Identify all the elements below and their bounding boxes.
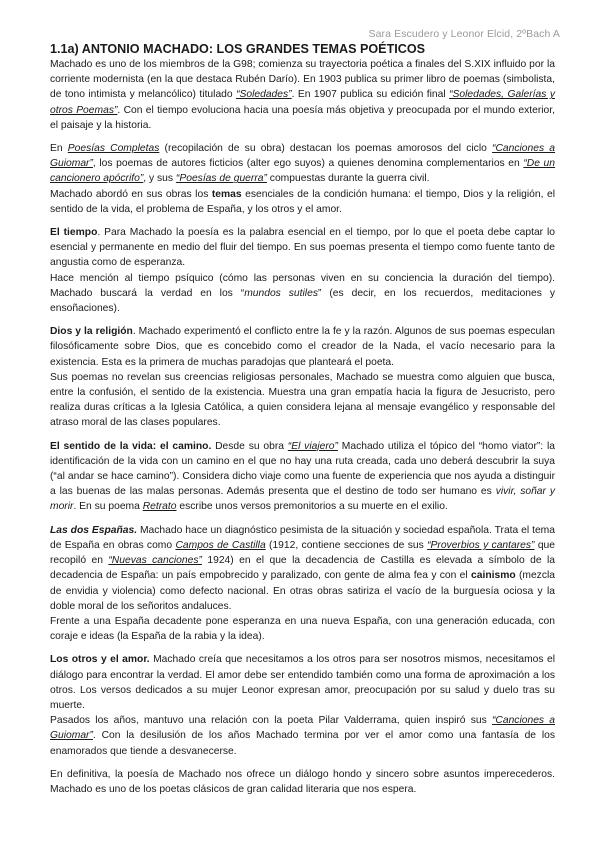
keyword-temas: temas xyxy=(211,188,242,200)
text-run: . Con el tiempo evoluciona hacia una poesía más objetiva y preocupada por el mundo exterior, el paisaje y la historia. xyxy=(50,104,555,131)
themes-paragraph xyxy=(50,187,555,217)
section-heading-espanas: Las dos Españas. xyxy=(50,524,138,536)
text-run: 1924) en el que la decadencia de Castilla es elevada a símbolo de la decadencia de España: un país empobrecido y paralizado, con gente de alma fea y con el xyxy=(50,555,556,582)
document-title: 1.1a) ANTONIO MACHADO: LOS GRANDES TEMAS POÉTICOS xyxy=(50,42,426,56)
text-run: . Para Machado la poesía es la palabra esencial en el tiempo, por lo que el poeta debe captar lo esencial y permanente en medio del fluir del tiempo. En sus poemas presenta el tiempo como fuente tanto de angustia como de esperanza. xyxy=(50,227,556,269)
text-run: , los poemas de autores ficticios (alter ego suyos) a quienes denomina complementarios en xyxy=(92,158,524,170)
keyword-cainismo: cainismo xyxy=(471,570,516,582)
phrase-vivir-sonar-morir: vivir, soñar y morir xyxy=(50,486,555,513)
life-path-paragraph xyxy=(50,439,555,515)
text-run: , y sus xyxy=(143,173,176,185)
document-body xyxy=(50,42,555,797)
section-heading-religion: Dios y la religión xyxy=(50,326,133,338)
work-title-proverbios: “Proverbios y cantares” xyxy=(427,539,535,551)
section-heading-tiempo: El tiempo xyxy=(50,227,98,239)
work-title-nuevas-canciones: “Nuevas canciones” xyxy=(108,555,202,567)
work-title-cancionero-apocrifo: “De un cancionero apócrifo” xyxy=(50,158,556,185)
text-run: compuestas durante la guerra civil. xyxy=(266,173,430,185)
text-run: Machado creía que necesitamos a los otros para ser nosotros mismos, necesitamos el diálogo para encontrar la verdad. El amor debe ser entendido también como una forma de aproximación a los otros. Los versos dedicados a su mujer Leonor expresan amor, preocupación por su salud y duelo tras su muerte. xyxy=(50,654,555,711)
text-run: . En su poema xyxy=(73,501,143,513)
work-title-poesias-completas: Poesías Completas xyxy=(67,143,160,155)
section-heading-camino: El sentido de la vida: el camino. xyxy=(50,440,212,452)
text-run: ” (es decir, en los recuerdos, meditaciones y ensoñaciones). xyxy=(50,287,555,315)
text-run: (recopilación de su obra) destacan los poemas amorosos del ciclo xyxy=(159,143,493,155)
work-title-canciones-guiomar-2: “Canciones a Guiomar” xyxy=(50,715,556,742)
spain-paragraph-2: Frente a una España decadente pone esperanza en una nueva España, con una generación educada, con coraje e ideas (la España de la rabia y la idea). xyxy=(50,615,555,643)
text-run: Hace mención al tiempo psíquico (cómo las personas viven en su conciencia la duración del tiempo). Machado buscará la verdad en los “ xyxy=(50,272,555,299)
work-title-soledades-galerias: “Soledades, Galerías y otros Poemas” xyxy=(50,89,555,116)
text-run: Machado abordó en sus obras los xyxy=(50,188,212,200)
text-run: Machado utiliza el tópico del “homo viator”: la identificación de la vida con un camino en el que no hay una ruta creada, cada uno deberá descubrir la suya (“al andar se hace camino”). Considera dicho viaje como una fuente de experiencia que nos ayuda a distinguir a las buenas de las malas personas. Además presenta que el destino de todo ser humano es xyxy=(50,440,555,498)
text-run: . Con la desilusión de los años Machado termina por ver el amor como una fantasía de los enamorados que tiende a desvanecerse. xyxy=(50,730,555,757)
work-title-retrato: Retrato xyxy=(142,501,177,513)
work-title-el-viajero: “El viajero” xyxy=(287,440,338,452)
conclusion-paragraph: En definitiva, la poesía de Machado nos ofrece un diálogo hondo y sincero sobre asuntos imperecederos. Machado es uno de los poetas clásicos de gran calidad literaria que nos espera. xyxy=(50,768,555,795)
time-paragraph xyxy=(50,225,555,271)
text-run: . En 1907 publica su edición final xyxy=(291,89,450,101)
work-title-poesias-guerra: “Poesías de guerra” xyxy=(175,173,267,185)
intro-paragraph xyxy=(50,57,555,133)
text-run: esenciales de la condición humana: el tiempo, Dios y la religión, el sentido de la vida, el problema de España, y los otros y el amor. xyxy=(50,188,555,215)
religion-paragraph-2: Sus poemas no revelan sus creencias religiosas personales, Machado se muestra como alguien que busca, entre la confusión, el sentido de la existencia. Muestra una gran empatía hacia la figura de Jesucristo, pero realiza duras críticas a la Iglesia Católica, a quien considera lejana al mensaje evangélico y responsable del atraso moral de las clases populares. xyxy=(50,371,555,429)
text-run: escribe unos versos premonitorios a su muerte en el exilio. xyxy=(176,501,448,513)
love-paragraph xyxy=(50,652,555,713)
works-paragraph xyxy=(50,141,555,187)
work-title-campos-castilla: Campos de Castilla xyxy=(175,539,266,551)
religion-paragraph xyxy=(50,324,555,370)
text-run: Desde su obra xyxy=(211,440,288,452)
phrase-mundos-sutiles: mundos sutiles xyxy=(244,287,318,299)
text-run: (mezcla de envidia y violencia) como defecto nacional. En otras obras satiriza el vacío de la burguesía ociosa y la doble moral de los señoritos andaluces. xyxy=(50,570,555,612)
text-run: En xyxy=(50,143,68,155)
text-run: Machado es uno de los miembros de la G98; comienza su trayectoria poética a finales del S.XIX influido por la corriente modernista (en la que destaca Rubén Darío). En 1903 publica su primer libro de poemas (simbolista, de tono intimista y melancólico) titulado xyxy=(50,59,555,101)
time-paragraph-2 xyxy=(50,271,555,317)
text-run: . Machado experimentó el conflicto entre la fe y la razón. Algunos de sus poemas especulan filosóficamente sobre Dios, que es concebido como el creador de la Nada, el vacío necesario para la existencia. Esta es la primera de muchas paradojas que planteará el poeta. xyxy=(50,326,555,368)
work-title-canciones-guiomar: “Canciones a Guiomar” xyxy=(50,143,555,170)
text-run: Machado hace un diagnóstico pesimista de la situación y sociedad española. Trata el tema de España en obras como xyxy=(50,524,555,551)
text-run: Pasados los años, mantuvo una relación con la poeta Pilar Valderrama, quien inspiró sus xyxy=(50,715,492,727)
work-title-soledades: “Soledades” xyxy=(236,89,292,101)
text-run: que recopiló en xyxy=(50,539,555,567)
spain-paragraph xyxy=(50,523,555,614)
page-header: Sara Escudero y Leonor Elcid, 2ºBach A xyxy=(368,28,560,40)
section-heading-otros-amor: Los otros y el amor. xyxy=(50,654,150,666)
text-run: (1912, contiene secciones de sus xyxy=(265,539,428,551)
love-paragraph-2 xyxy=(50,713,555,759)
